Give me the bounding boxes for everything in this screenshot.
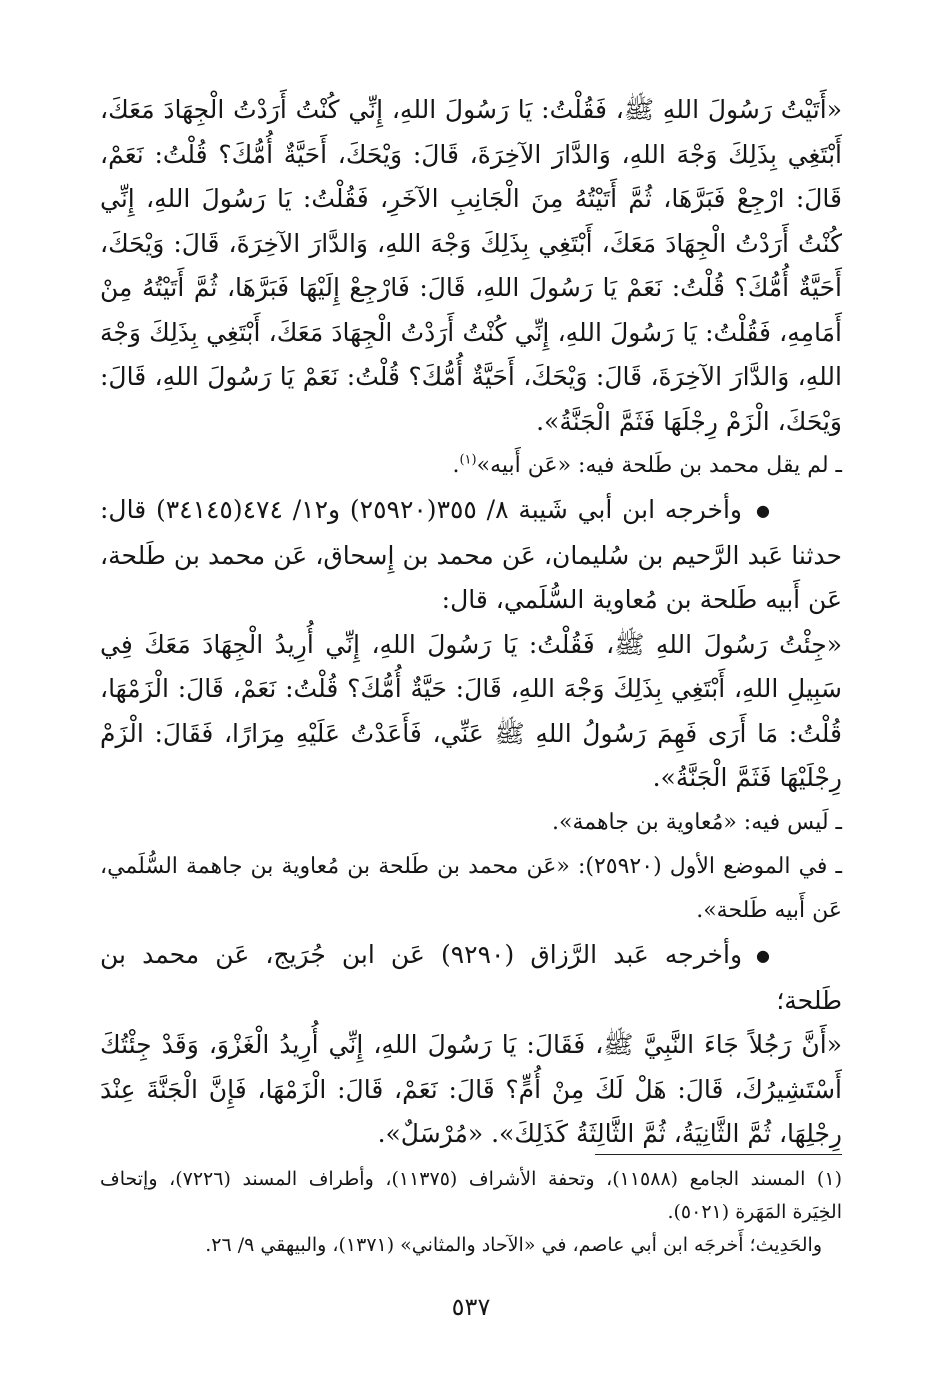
takhrij-ibn-abi-shayba	[100, 488, 842, 623]
bullet-icon: ●	[756, 946, 770, 965]
hadith-text-3: «أَنَّ رَجُلاً جَاءَ النَّبِيَّ ﷺ، فَقَالَ: يَا رَسُولَ اللهِ، إِنِّي أُرِيدُ الْغَزْوَ، وَقَدْ جِئْتُكَ أَسْتَشِيرُكَ، قَالَ: هَلْ لَكَ مِنْ أُمٍّ؟ قَالَ: نَعَمْ، قَالَ: الْزَمْهَا، فَإِنَّ الْجَنَّةَ عِنْدَ رِجْلِهَا، ثُمَّ الثَّانِيَةُ، ثُمَّ الثَّالِثَةُ كَذَلِكَ». «مُرْسَلٌ».	[100, 1030, 842, 1148]
note-1-end: .	[452, 453, 460, 478]
bullet-icon: ●	[756, 501, 770, 521]
note-3: ـ في الموضع الأول (٢٥٩٢٠): «عَن محمد بن طَلحة بن مُعاوية بن جاهمة السُّلَمي، عَن أَبيه طَلحة».	[100, 853, 842, 923]
footnote-1: (١) المسند الجامع (١١٥٨٨)، وتحفة الأشراف (١١٣٧٥)، وأطراف المسند (٧٢٢٦)، وإتحاف الخِيَرة المَهَرة (٥٠٢١).	[100, 1168, 842, 1223]
hadith-text-2: «جِئْتُ رَسُولَ اللهِ ﷺ، فَقُلْتُ: يَا رَسُولَ اللهِ، إِنِّي أُرِيدُ الْجِهَادَ مَعَكَ فِي سَبِيلِ اللهِ، أَبْتَغِي بِذَلِكَ وَجْهَ اللهِ، قَالَ: حَيَّةٌ أُمُّكَ؟ قُلْتُ: نَعَمْ، قَالَ: الْزَمْهَا، قُلْتُ: مَا أَرَى فَهِمَ رَسُولُ اللهِ ﷺ عَنِّي، فَأَعَدْتُ عَلَيْهِ مِرَارًا، فَقَالَ: الْزَمْ رِجْلَيْهَا فَثَمَّ الْجَنَّةُ».	[100, 629, 842, 793]
footnote-1-continuation: والحَدِيث؛ أَخرجَه ابن أبي عاصم، في «الآحاد والمثاني» (١٣٧١)، والبيهقي ٩/ ٢٦.	[205, 1234, 822, 1256]
footnote-ref-1[interactable]: (١)	[459, 452, 477, 468]
footnote-divider	[595, 1154, 842, 1155]
takhrij-abd-al-razzaq-text: وأخرجه عَبد الرَّزاق (٩٢٩٠) عَن ابن جُرَيج، عَن محمد بن طَلحة؛	[100, 939, 842, 1015]
note-2: ـ لَيس فيه: «مُعاوية بن جاهمة».	[551, 809, 842, 835]
takhrij-ibn-abi-shayba-text: وأخرجه ابن أبي شَيبة ٨/ ٣٥٥(٢٥٩٢٠) و١٢/ ٤٧٤(٣٤١٤٥) قال: حدثنا عَبد الرَّحيم بن سُليمان، عَن محمد بن إِسحاق، عَن محمد بن طَلحة، عَن أَبيه طَلحة بن مُعاوية السُّلَمي، قال:	[100, 495, 842, 615]
page-body	[100, 88, 842, 1157]
footnotes	[100, 1163, 842, 1262]
hadith-text-1: «أَتَيْتُ رَسُولَ اللهِ ﷺ، فَقُلْتُ: يَا رَسُولَ اللهِ، إِنِّي كُنْتُ أَرَدْتُ الْجِهَادَ مَعَكَ، أَبْتَغِي بِذَلِكَ وَجْهَ اللهِ، وَالدَّارَ الآخِرَةَ، قَالَ: وَيْحَكَ، أَحَيَّةٌ أُمُّكَ؟ قُلْتُ: نَعَمْ، قَالَ: ارْجِعْ فَبَرَّهَا، ثُمَّ أَتَيْتُهُ مِنَ الْجَانِبِ الآخَرِ، فَقُلْتُ: يَا رَسُولَ اللهِ، إِنِّي كُنْتُ أَرَدْتُ الْجِهَادَ مَعَكَ، أَبْتَغِي بِذَلِكَ وَجْهَ اللهِ، وَالدَّارَ الآخِرَةَ، قَالَ: وَيْحَكَ، أَحَيَّةٌ أُمُّكَ؟ قُلْتُ: نَعَمْ يَا رَسُولَ اللهِ، قَالَ: فَارْجِعْ إِلَيْهَا فَبَرَّهَا، ثُمَّ أَتَيْتُهُ مِنْ أَمَامِهِ، فَقُلْتُ: يَا رَسُولَ اللهِ، إِنِّي كُنْتُ أَرَدْتُ الْجِهَادَ مَعَكَ، أَبْتَغِي بِذَلِكَ وَجْهَ اللهِ، وَالدَّارَ الآخِرَةَ، قَالَ: وَيْحَكَ، أَحَيَّةٌ أُمُّكَ؟ قُلْتُ: نَعَمْ يَا رَسُولَ اللهِ، قَالَ: وَيْحَكَ، الْزَمْ رِجْلَهَا فَثَمَّ الْجَنَّةُ».	[100, 95, 842, 436]
note-1-text: ـ لم يقل محمد بن طَلحة فيه: «عَن أَبيه»	[476, 453, 842, 478]
page-number: ٥٣٧	[451, 1293, 491, 1321]
takhrij-abd-al-razzaq	[100, 933, 842, 1023]
note-1	[100, 444, 842, 488]
